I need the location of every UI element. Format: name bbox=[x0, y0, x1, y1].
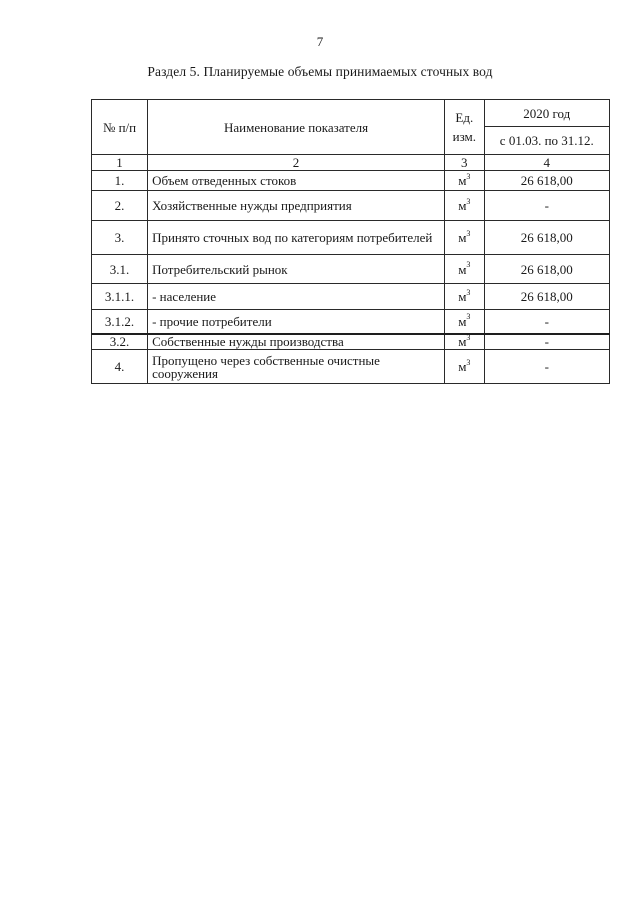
row-value: - bbox=[484, 350, 609, 384]
row-name: Пропущено через собственные очистные сооружения bbox=[148, 350, 445, 384]
header-unit-line2: изм. bbox=[452, 129, 476, 144]
header-name: Наименование показателя bbox=[148, 100, 445, 155]
table-row bbox=[92, 334, 610, 350]
row-value: 26 618,00 bbox=[484, 255, 609, 284]
row-unit: $м^3$ bbox=[445, 350, 485, 384]
section-title: Раздел 5. Планируемые объемы принимаемых сточных вод bbox=[147, 64, 493, 79]
row-unit: $м^3$ bbox=[445, 191, 485, 221]
row-unit: $м^3$ bbox=[445, 284, 485, 310]
header-unit-line1: Ед. bbox=[455, 110, 474, 125]
row-unit: $м^3$ bbox=[445, 334, 485, 350]
table-row bbox=[92, 310, 610, 334]
row-value: - bbox=[484, 310, 609, 334]
table-row bbox=[92, 191, 610, 221]
row-num: 3.2. bbox=[92, 334, 148, 350]
row-value: - bbox=[484, 191, 609, 221]
column-number-2: 2 bbox=[148, 155, 445, 171]
row-unit: $м^3$ bbox=[445, 310, 485, 334]
header-num: № п/п bbox=[92, 100, 148, 155]
header-period: с 01.03. по 31.12. bbox=[484, 127, 609, 155]
row-name: Объем отведенных стоков bbox=[148, 171, 445, 191]
row-num: 1. bbox=[92, 171, 148, 191]
row-name: - прочие потребители bbox=[148, 310, 445, 334]
row-name: - население bbox=[148, 284, 445, 310]
column-number-3: 3 bbox=[445, 155, 485, 171]
row-num: 3. bbox=[92, 221, 148, 255]
row-value: 26 618,00 bbox=[484, 221, 609, 255]
row-unit: $м^3$ bbox=[445, 255, 485, 284]
row-name: Принято сточных вод по категориям потребителей bbox=[148, 221, 445, 255]
table-row bbox=[92, 171, 610, 191]
row-name: Потребительский рынок bbox=[148, 255, 445, 284]
row-value: - bbox=[484, 334, 609, 350]
row-num: 3.1. bbox=[92, 255, 148, 284]
column-number-1: 1 bbox=[92, 155, 148, 171]
row-name: Хозяйственные нужды предприятия bbox=[148, 191, 445, 221]
row-num: 2. bbox=[92, 191, 148, 221]
row-unit: $м^3$ bbox=[445, 221, 485, 255]
row-value: 26 618,00 bbox=[484, 171, 609, 191]
table-row bbox=[92, 284, 610, 310]
row-value: 26 618,00 bbox=[484, 284, 609, 310]
row-name: Собственные нужды производства bbox=[148, 334, 445, 350]
row-num: 3.1.2. bbox=[92, 310, 148, 334]
wastewater-volumes-table bbox=[91, 99, 610, 384]
header-year: 2020 год bbox=[484, 100, 609, 127]
row-unit: $м^3$ bbox=[445, 171, 485, 191]
row-num: 3.1.1. bbox=[92, 284, 148, 310]
table-row bbox=[92, 350, 610, 384]
row-num: 4. bbox=[92, 350, 148, 384]
table-row bbox=[92, 221, 610, 255]
header-unit bbox=[445, 100, 485, 155]
page-number: 7 bbox=[316, 34, 324, 49]
column-number-4: 4 bbox=[484, 155, 609, 171]
table-row bbox=[92, 255, 610, 284]
